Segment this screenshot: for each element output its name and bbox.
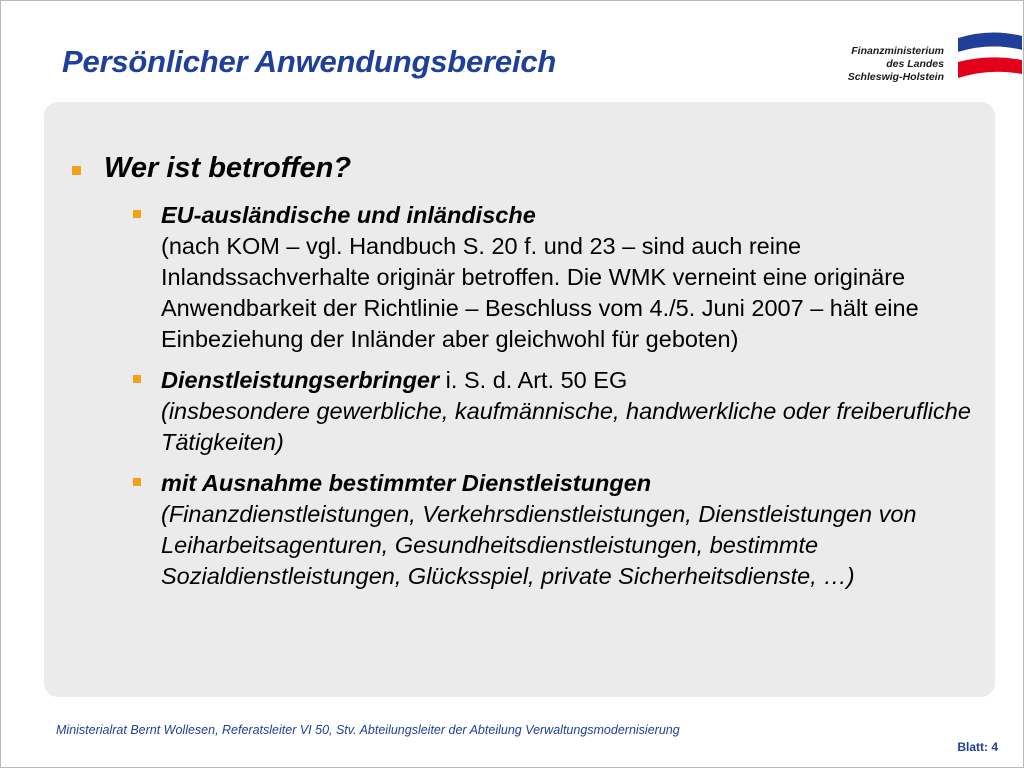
ministry-name xyxy=(848,45,944,84)
sub-bullet-list xyxy=(133,200,983,602)
list-item xyxy=(133,468,983,592)
page-number: Blatt: 4 xyxy=(957,740,998,754)
slide-title: Persönlicher Anwendungsbereich xyxy=(62,44,557,79)
main-bullet-text: Wer ist betroffen? xyxy=(104,152,352,184)
list-item-detail: (nach KOM – vgl. Handbuch S. 20 f. und 23 – sind auch reine Inlandssachverhalte originär betroffen. Die WMK verneint eine originäre Anwendbarkeit der Richtlinie – Beschluss vom 4./5. Juni 2007 – hält eine Einbeziehung der Inländer aber gleichwohl für geboten) xyxy=(161,233,919,352)
list-item-lead: mit Ausnahme bestimmter Dienstleistungen xyxy=(161,470,652,496)
ministry-line-3: Schleswig-Holstein xyxy=(847,71,944,83)
bullet-square-icon xyxy=(133,210,141,218)
flag-red-stripe xyxy=(958,57,1022,78)
list-item-lead-rest: i. S. d. Art. 50 EG xyxy=(439,367,628,393)
list-item-detail: (Finanzdienstleistungen, Verkehrsdienstleistungen, Dienstleistungen von Leiharbeitsagenturen, Gesundheitsdienstleistungen, bestimmte Sozialdienstleistungen, Glücksspiel, private Sicherheitsdienste, …) xyxy=(161,501,917,589)
footer-author: Ministerialrat Bernt Wollesen, Referatsleiter VI 50, Stv. Abteilungsleiter der Abteilung Verwaltungsmodernisierung xyxy=(56,723,680,737)
bullet-square-icon xyxy=(133,375,141,383)
ministry-line-1: Finanzministerium xyxy=(851,45,944,57)
list-item-lead: EU-ausländische und inländische xyxy=(161,202,536,228)
ministry-line-2: des Landes xyxy=(886,58,944,70)
state-flag-logo-icon xyxy=(956,30,1024,82)
list-item-lead: Dienstleistungserbringer xyxy=(161,367,440,393)
list-item xyxy=(133,365,983,458)
bullet-square-icon xyxy=(72,166,81,175)
bullet-square-icon xyxy=(133,478,141,486)
list-item xyxy=(133,200,983,355)
list-item-detail: (insbesondere gewerbliche, kaufmännische, handwerkliche oder freiberufliche Tätigkeiten) xyxy=(161,398,971,455)
